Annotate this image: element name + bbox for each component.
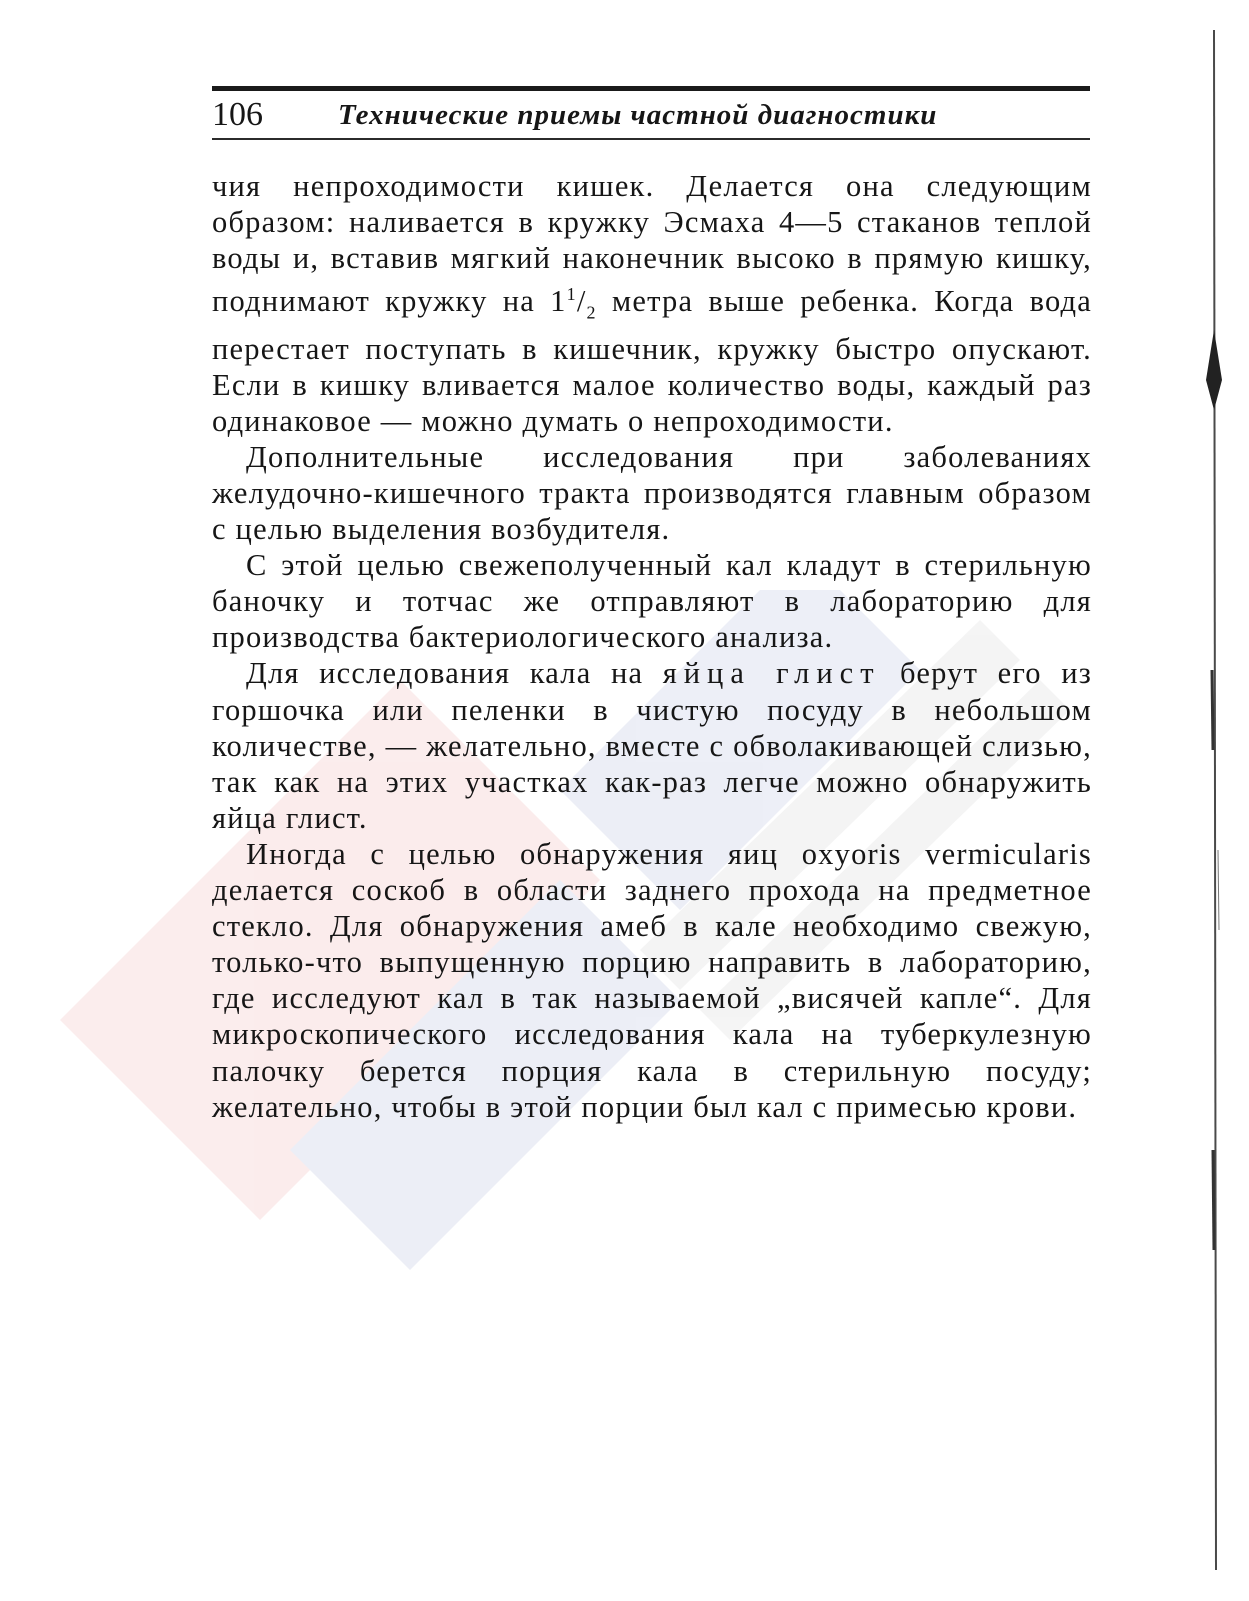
page-number: 106 bbox=[212, 96, 263, 133]
running-title: Технические приемы частной диагностики bbox=[338, 99, 938, 131]
spaced-emphasis: яйца глист bbox=[662, 656, 881, 691]
body-text bbox=[212, 168, 1092, 1125]
paragraph-1-text: чия непроходимости кишек. Делается она следующим образом: наливается в кружку Эсмаха 4—5 стаканов теплой воды и, вставив мягкий наконечник высоко в прямую кишку, поднимают кружку на 1 bbox=[212, 169, 1092, 319]
running-header bbox=[212, 94, 1090, 136]
paragraph-4-start: Для исследования кала на bbox=[246, 656, 663, 691]
paragraph-2: Дополнительные исследования при заболеваниях желудочно-кишечного тракта производятся главным образом с целью выделения возбудителя. bbox=[212, 439, 1092, 547]
paragraph-3: С этой целью свежеполученный кал кладут в стерильную баночку и тотчас же отправляют в лабораторию для производства бактериологического анализа. bbox=[212, 548, 1092, 655]
fraction-separator: / bbox=[576, 284, 587, 319]
fraction-numerator: 1 bbox=[566, 284, 577, 305]
paragraph-4 bbox=[212, 655, 1092, 835]
paragraph-1-continued: метра выше ребенка. Когда вода перестает поступать в кишечник, кружку быстро опускают. Если в кишку вливается малое количество воды, каждый раз одинаковое — можно думать о непроходимости. bbox=[212, 284, 1092, 438]
binding-edge bbox=[1200, 30, 1230, 1570]
header-top-rule bbox=[212, 86, 1090, 91]
fraction-denominator: 2 bbox=[586, 302, 597, 323]
paragraph-5: Иногда с целью обнаружения яиц oxyoris vermicularis делается соскоб в области заднего прохода на предметное стекло. Для обнаружения амеб в кале необходимо свежую, только-что выпущенную порцию направить в лабораторию, где исследуют кал в так называемой „висячей капле“. Для микроскопического исследования кала на туберкулезную палочку берется порция кала в стерильную посуду; желательно, чтобы в этой порции был кал с примесью крови. bbox=[212, 836, 1092, 1124]
header-bottom-rule bbox=[212, 138, 1090, 140]
paragraph-1 bbox=[212, 168, 1092, 439]
paragraph-4-end: берут его из горшочка или пеленки в чистую посуду в небольшом количестве, — желательно, вместе с обволакивающей слизью, так как на этих участках как-раз легче можно обнаружить яйца глист. bbox=[212, 656, 1092, 835]
